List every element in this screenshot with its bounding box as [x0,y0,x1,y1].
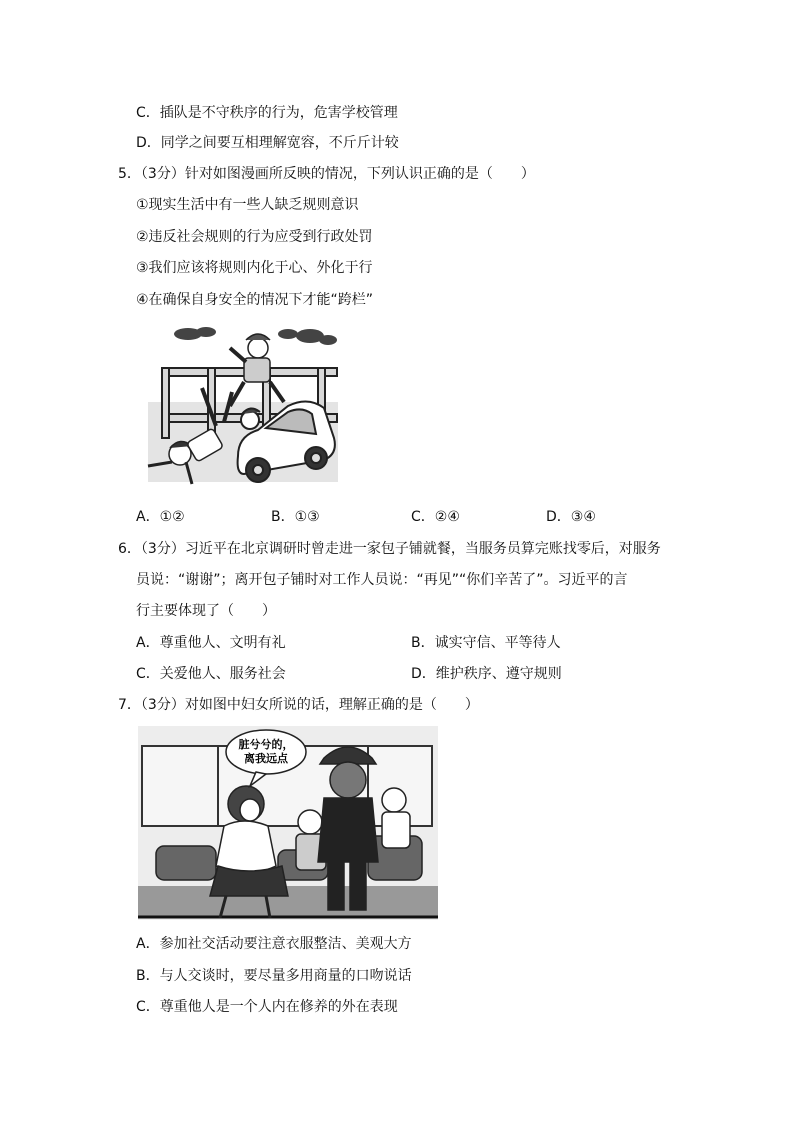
q6-option-a: A．尊重他人、文明有礼 [136,635,286,651]
q6-stem-line-2: 员说：“谢谢”；离开包子铺时对工作人员说：“再见”“你们辛苦了”。习近平的言 [136,572,628,588]
q7-option-c: C．尊重他人是一个人内在修养的外在表现 [136,999,398,1015]
q5-option-c: C．②④ [411,509,460,525]
q5-statement-2: ②违反社会规则的行为应受到行政处罚 [136,229,373,245]
q7-stem: 7．（3分）对如图中妇女所说的话，理解正确的是（ ） [118,697,479,713]
q6-stem-line-3: 行主要体现了（ ） [136,603,276,619]
q5-statement-3: ③我们应该将规则内化于心、外化于行 [136,260,373,276]
q5-stem: 5．（3分）针对如图漫画所反映的情况，下列认识正确的是（ ） [118,166,535,182]
q5-option-b: B．①③ [271,509,320,525]
q7-option-b: B．与人交谈时，要尽量多用商量的口吻说话 [136,968,412,984]
q6-option-c: C．关爱他人、服务社会 [136,666,286,682]
q6-stem-line-1: 6．（3分）习近平在北京调研时曾走进一家包子铺就餐，当服务员算完账找零后，对服务 [118,541,661,557]
q7-option-a: A．参加社交活动要注意衣服整洁、美观大方 [136,936,412,952]
q5-option-a: A．①② [136,509,185,525]
q4-option-d: D．同学之间要互相理解宽容，不斤斤计较 [136,135,399,151]
q5-option-d: D．③④ [546,509,596,525]
q5-statement-4: ④在确保自身安全的情况下才能“跨栏” [136,292,374,308]
q5-cartoon-image [138,322,338,494]
q5-statement-1: ①现实生活中有一些人缺乏规则意识 [136,197,359,213]
q6-option-d: D．维护秩序、遵守规则 [411,666,562,682]
q7-cartoon-image [138,726,438,920]
speech-bubble-line-2: 离我远点 [244,752,288,765]
q4-option-c: C．插队是不守秩序的行为，危害学校管理 [136,105,398,121]
speech-bubble-line-1: 脏兮兮的， [238,738,294,751]
q6-option-b: B．诚实守信、平等待人 [411,635,561,651]
